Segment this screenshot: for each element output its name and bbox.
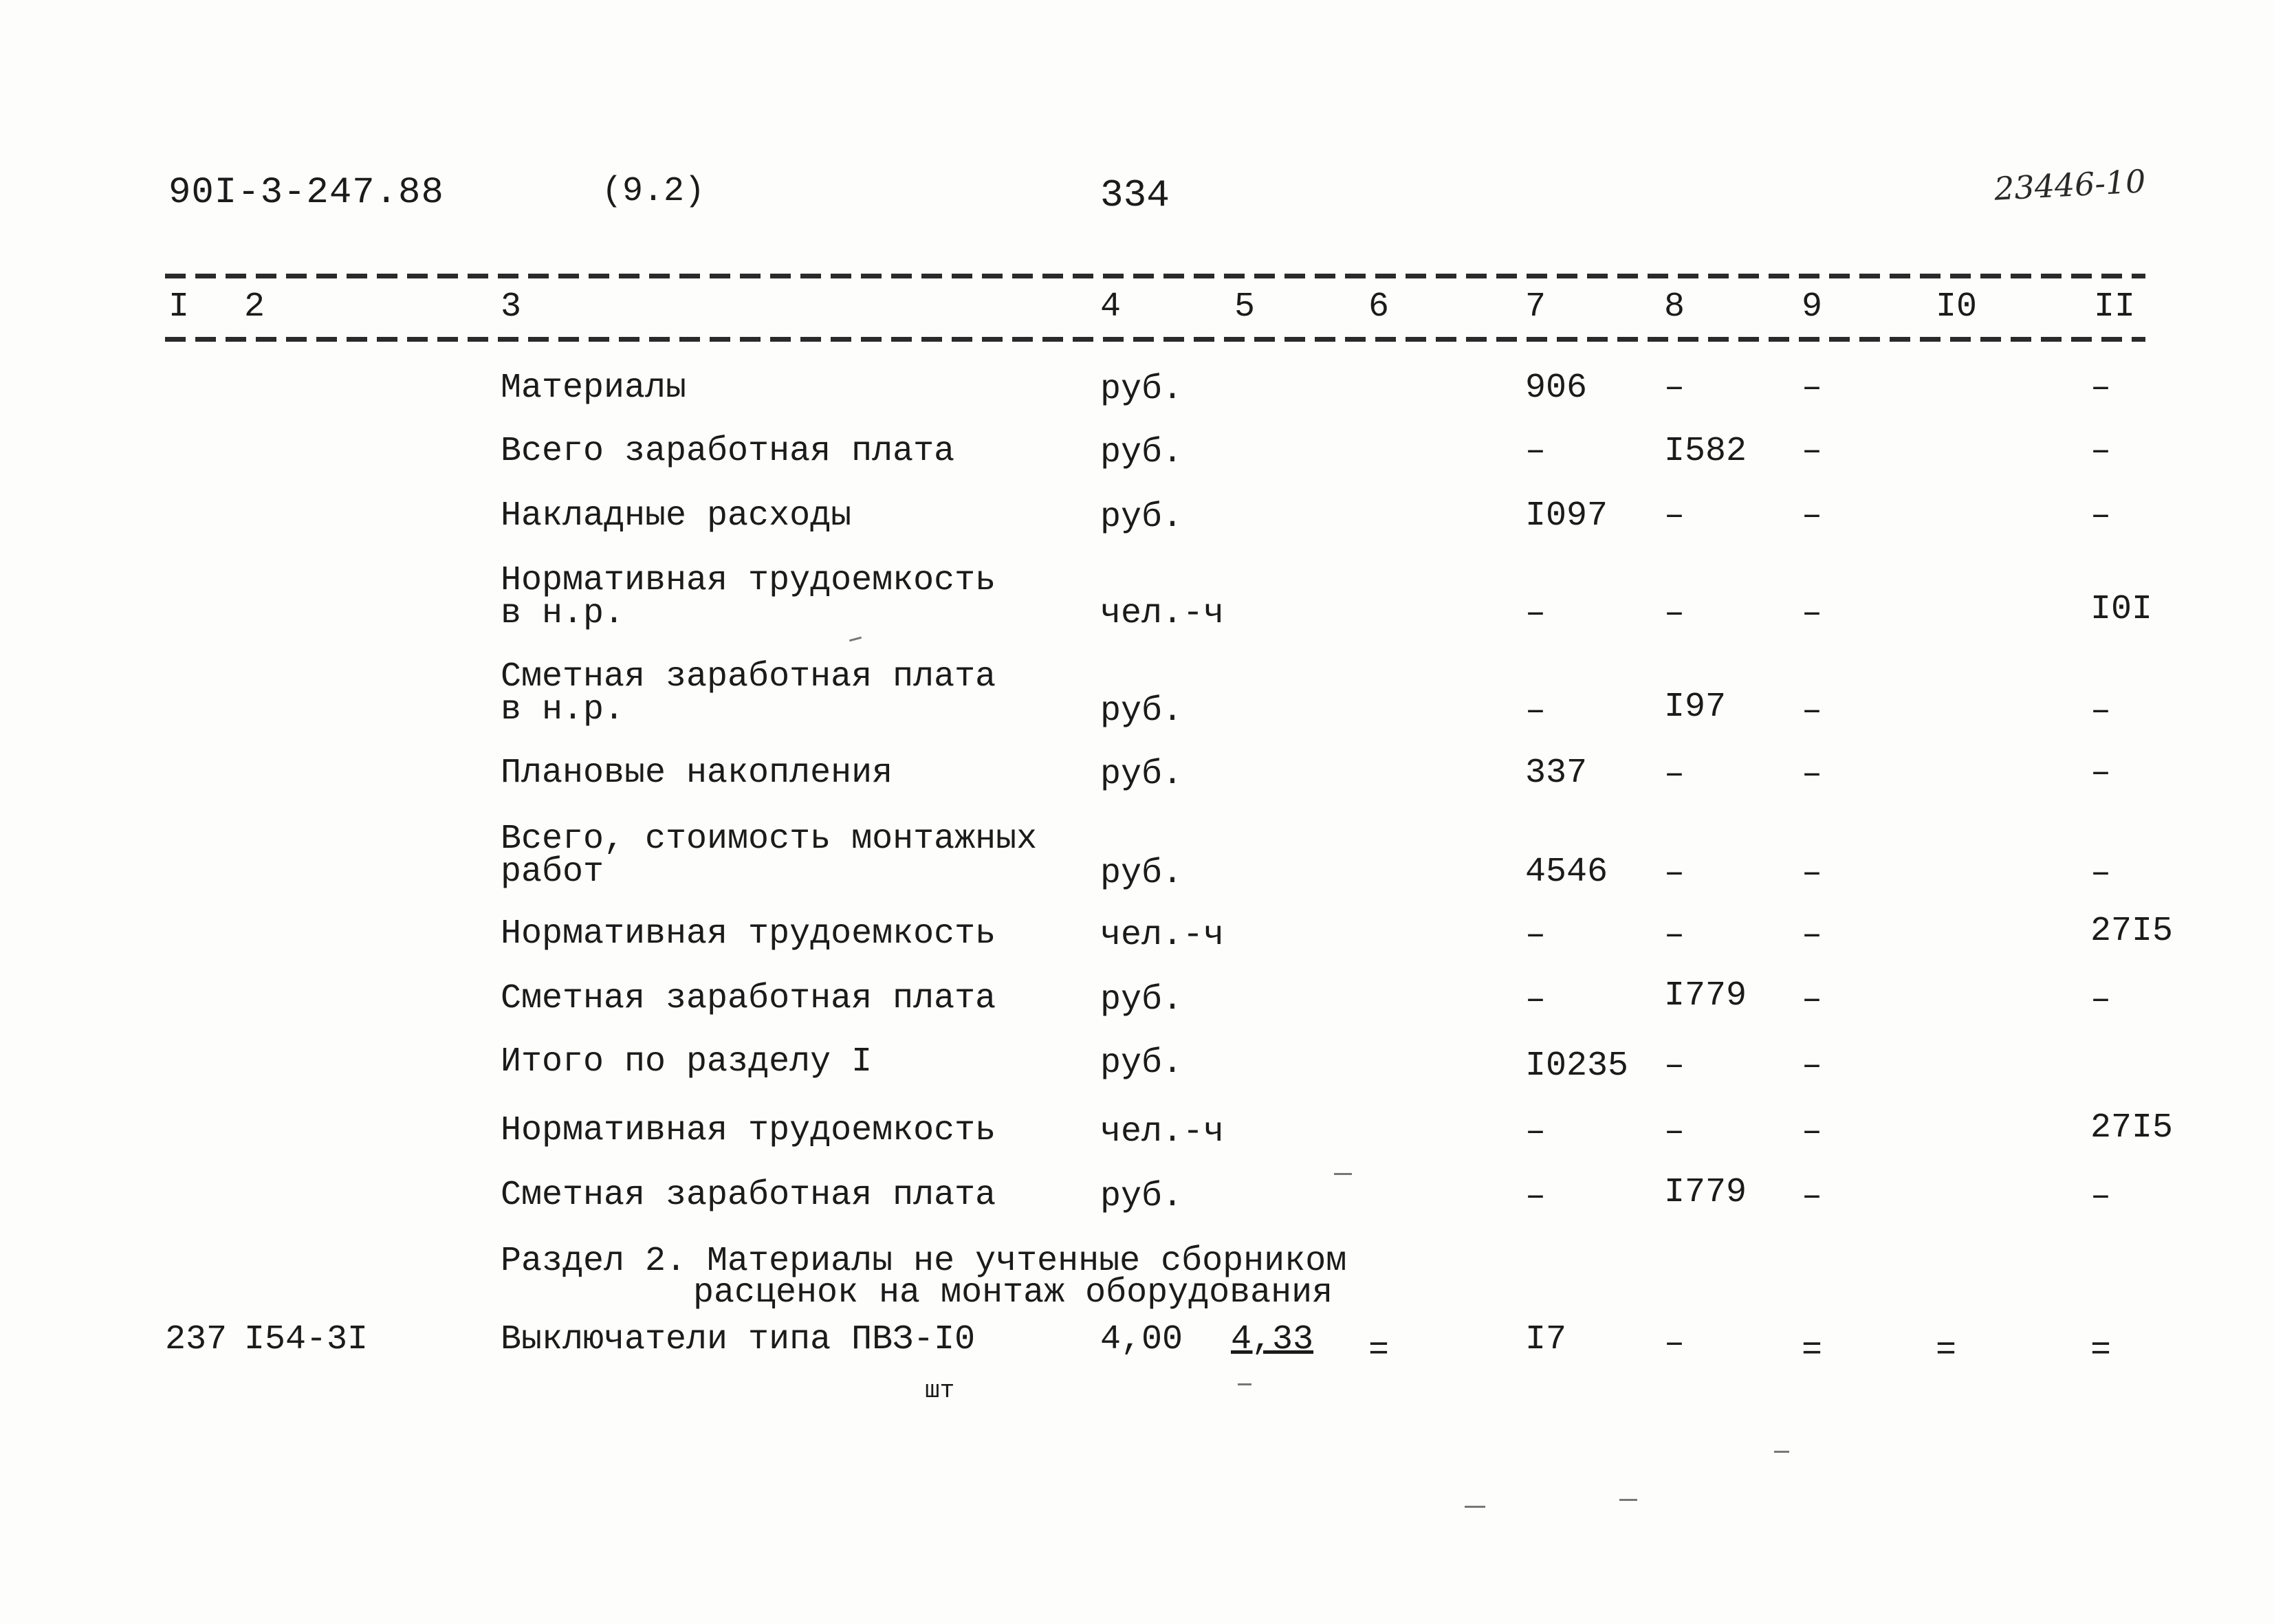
row-col11: –	[2090, 854, 2112, 893]
row-unit: руб.	[1100, 1177, 1183, 1216]
row-col11: –	[2090, 754, 2112, 793]
row-col9: –	[1802, 980, 1823, 1020]
row-unit: руб.	[1100, 433, 1183, 472]
row-desc: Плановые накопления	[501, 754, 893, 793]
row-desc: Материалы	[501, 369, 687, 408]
row-col11: 27I5	[2090, 1108, 2174, 1148]
row-desc: Сметная заработная плата	[501, 1176, 996, 1215]
row-col9: –	[1802, 755, 1823, 794]
col-num-8: 8	[1664, 287, 1685, 327]
row-col7: –	[1525, 1112, 1546, 1152]
row-col9: –	[1802, 496, 1823, 536]
row-col8: I582	[1664, 432, 1747, 471]
row-col7: –	[1525, 1177, 1546, 1216]
row-col8: –	[1664, 369, 1685, 408]
row-unit: руб.	[1100, 854, 1183, 893]
scan-speck	[1238, 1383, 1251, 1385]
scan-speck	[1774, 1451, 1789, 1453]
row-col9: –	[1802, 594, 1823, 633]
row-desc-line2: в н.р.	[501, 594, 625, 633]
row-col9: –	[1802, 1177, 1823, 1216]
row-col7: 906	[1525, 369, 1588, 408]
row-unit: руб.	[1100, 980, 1183, 1020]
row-col9: –	[1802, 1046, 1823, 1086]
col-num-11: II	[2094, 287, 2136, 327]
item-unit: шт	[925, 1376, 955, 1405]
row-col11: –	[2090, 692, 2112, 731]
row-desc: Всего, стоимость монтажных	[501, 820, 1038, 859]
col-num-4: 4	[1100, 287, 1122, 327]
row-desc: Нормативная трудоемкость	[501, 561, 996, 600]
scan-speck	[849, 637, 862, 642]
row-desc: Накладные расходы	[501, 496, 852, 536]
row-unit: чел.-ч	[1100, 1112, 1225, 1152]
row-desc-line2: в н.р.	[501, 690, 625, 729]
item-col5: 4,33	[1231, 1320, 1314, 1359]
row-col8: I97	[1664, 688, 1727, 727]
col-num-1: I	[168, 287, 190, 327]
row-col8: –	[1664, 854, 1685, 893]
document-code: 90I-3-247.88	[168, 172, 444, 214]
row-unit: руб.	[1100, 1044, 1183, 1083]
item-code: I54-3I	[244, 1320, 369, 1359]
row-col9: –	[1802, 369, 1823, 408]
row-col8: I779	[1664, 1173, 1747, 1212]
row-col11: –	[2090, 496, 2112, 536]
row-col9: –	[1802, 692, 1823, 731]
col-num-2: 2	[244, 287, 265, 327]
row-col7: –	[1525, 692, 1546, 731]
row-desc: Сметная заработная плата	[501, 657, 996, 696]
row-col9: –	[1802, 1112, 1823, 1152]
col-num-6: 6	[1368, 287, 1390, 327]
sheet-number: (9.2)	[602, 172, 706, 211]
scan-speck	[1334, 1173, 1352, 1175]
item-desc: Выключатели типа ПВЗ-I0	[501, 1320, 976, 1359]
row-col7: –	[1525, 594, 1546, 633]
item-col10: =	[1936, 1331, 1957, 1370]
archive-number: 23446-10	[1993, 162, 2147, 208]
row-unit: руб.	[1100, 692, 1183, 731]
row-unit: руб.	[1100, 370, 1183, 409]
row-col11: 27I5	[2090, 912, 2174, 951]
row-unit: чел.-ч	[1100, 594, 1225, 633]
row-desc: Нормативная трудоемкость	[501, 1111, 996, 1150]
header-rule-top	[165, 274, 2145, 278]
row-desc: Итого по разделу I	[501, 1042, 873, 1082]
row-col11: –	[2090, 432, 2112, 471]
row-col7: –	[1525, 916, 1546, 955]
scan-speck	[1619, 1499, 1637, 1501]
row-col9: –	[1802, 916, 1823, 955]
row-col8: –	[1664, 755, 1685, 794]
row-col9: –	[1802, 854, 1823, 893]
row-col8: –	[1664, 916, 1685, 955]
row-desc: Сметная заработная плата	[501, 979, 996, 1018]
col-num-7: 7	[1525, 287, 1546, 327]
item-col7: I7	[1525, 1320, 1567, 1359]
row-col11: –	[2090, 369, 2112, 408]
row-desc-line2: работ	[501, 853, 604, 892]
row-col11: –	[2090, 980, 2112, 1020]
row-col7: I097	[1525, 496, 1608, 536]
col-num-5: 5	[1234, 287, 1256, 327]
col-num-9: 9	[1802, 287, 1823, 327]
item-col11: =	[2090, 1331, 2112, 1370]
item-col6: =	[1368, 1331, 1390, 1370]
row-col11: I0I	[2090, 590, 2153, 629]
row-unit: чел.-ч	[1100, 916, 1225, 955]
header-rule-bottom	[165, 337, 2145, 342]
item-col4: 4,00	[1100, 1320, 1183, 1359]
page-number: 334	[1100, 173, 1170, 217]
col-num-10: I0	[1936, 287, 1978, 327]
item-col8: –	[1664, 1324, 1685, 1363]
row-col8: –	[1664, 1046, 1685, 1086]
row-col9: –	[1802, 432, 1823, 471]
row-col7: 4546	[1525, 853, 1608, 892]
row-col7: I0235	[1525, 1046, 1629, 1086]
row-unit: руб.	[1100, 498, 1183, 537]
row-desc: Нормативная трудоемкость	[501, 914, 996, 954]
item-position: 237	[165, 1320, 228, 1359]
section-2-subtitle: расценок на монтаж оборудования	[693, 1273, 1333, 1313]
row-desc: Всего заработная плата	[501, 432, 955, 471]
scan-speck	[1465, 1506, 1485, 1508]
row-col7: 337	[1525, 754, 1588, 793]
row-col8: –	[1664, 594, 1685, 633]
row-col8: –	[1664, 1112, 1685, 1152]
row-unit: руб.	[1100, 755, 1183, 794]
item-col9: =	[1802, 1331, 1823, 1370]
row-col7: –	[1525, 432, 1546, 471]
row-col7: –	[1525, 980, 1546, 1020]
row-col11: –	[2090, 1177, 2112, 1216]
col-num-3: 3	[501, 287, 522, 327]
row-col8: –	[1664, 496, 1685, 536]
section-2-title: Раздел 2. Материалы не учтенные сборником	[501, 1242, 1347, 1281]
row-col8: I779	[1664, 976, 1747, 1016]
